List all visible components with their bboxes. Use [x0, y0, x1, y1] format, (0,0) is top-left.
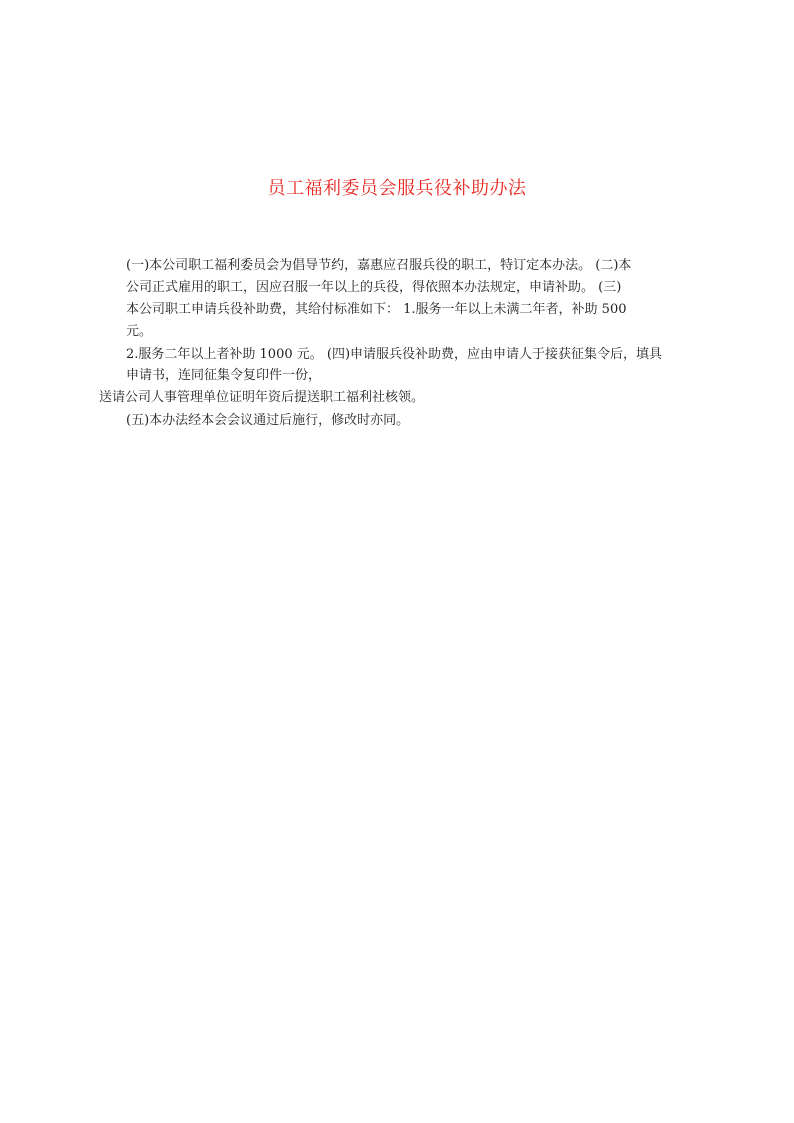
- paragraph-line-3: 本公司职工申请兵役补助费，其给付标准如下： 1.服务一年以上未满二年者，补助 500: [126, 302, 627, 317]
- paragraph-line-8: (五)本办法经本会会议通过后施行，修改时亦同。: [126, 413, 410, 428]
- paragraph-line-7: 送请公司人事管理单位证明年资后提送职工福利社核领。: [99, 390, 425, 405]
- paragraph-line-1: (一)本公司职工福利委员会为倡导节约，嘉惠应召服兵役的职工，特订定本办法。 (二)本: [126, 258, 632, 273]
- document-title: 员工福利委员会服兵役补助办法: [267, 178, 527, 199]
- paragraph-line-6: 申请书，连同征集令复印件一份，: [126, 368, 322, 383]
- paragraph-line-5: 2.服务二年以上者补助 1000 元。 (四)申请服兵役补助费，应由申请人于接获征集令后，填具: [126, 347, 663, 362]
- paragraph-line-2: 公司正式雇用的职工，因应召服一年以上的兵役，得依照本办法规定，申请补助。 (三): [126, 280, 622, 295]
- paragraph-line-4: 元。: [126, 324, 153, 339]
